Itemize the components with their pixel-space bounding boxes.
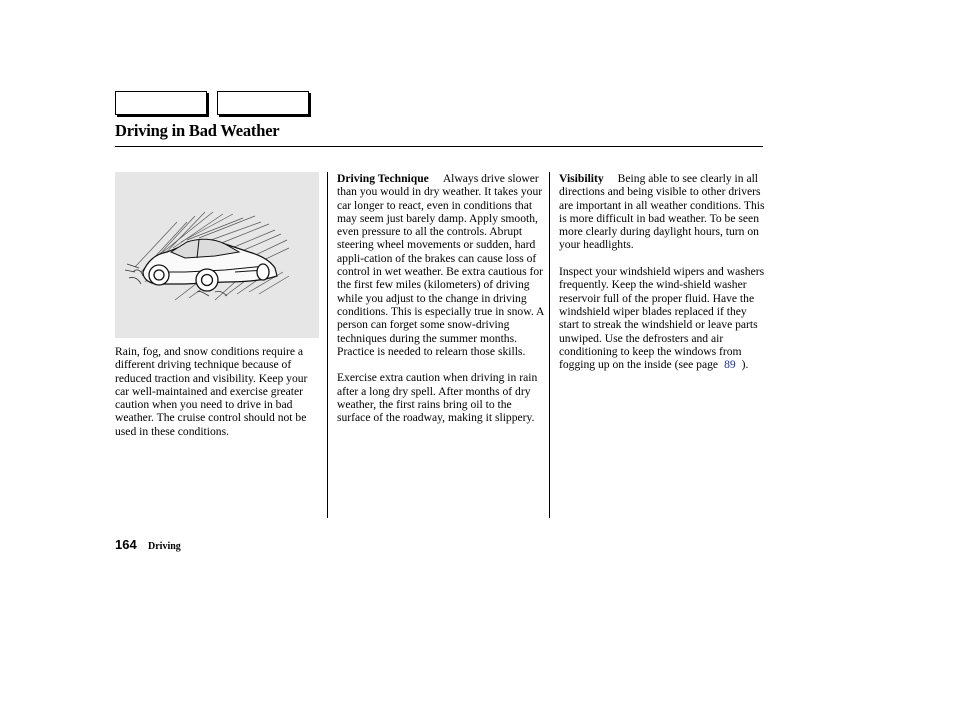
driving-technique-column [337, 172, 545, 438]
driving-technique-text: Always drive slower than you would in dry weather. It takes your car longer to react, even in conditions that may seem just barely damp. Apply smooth, even pressure to all the controls. Abrupt steering wheel movements or sudden, hard appli-cation of the brakes can cause loss of control in wet weather. Be extra cautious for the first few miles (kilometers) of driving while you adjust to the change in driving conditions. This is especially true in snow. A person can forget some snow-driving techniques during the summer months. Practice is needed to relearn those skills. [337, 172, 544, 358]
column-divider [549, 172, 550, 518]
car-in-rain-illustration [115, 172, 319, 338]
wipers-text: Inspect your windshield wipers and washers frequently. Keep the wind-shield washer reservoir full of the proper fluid. Have the windshield wiper blades replaced if they start to streak the windshield or leave parts unwiped. Use the defrosters and air conditioning to keep the windows from fogging up on the inside (see page [559, 265, 765, 372]
visibility-text: Being able to see clearly in all directions and being visible to other drivers are important in all weather conditions. This is more difficult in bad weather. To be seen more clearly during daylight hours, turn on your headlights. [559, 172, 765, 252]
visibility-paragraph [559, 172, 765, 252]
car-in-rain-icon [115, 172, 319, 338]
driving-technique-paragraph [337, 172, 545, 358]
next-page-button[interactable] [217, 91, 309, 115]
dry-spell-paragraph: Exercise extra caution when driving in rain after a long dry spell. After months of dry weather, the first rains bring oil to the surface of the roadway, making it slippery. [337, 371, 538, 425]
visibility-heading: Visibility [559, 172, 604, 185]
intro-paragraph: Rain, fog, and snow conditions require a different driving technique because of reduced traction and visibility. Keep your car well-maintained and exercise greater caution when you need to drive in bad weather. The cruise control should not be used in these conditions. [115, 345, 308, 438]
previous-page-button[interactable] [115, 91, 207, 115]
wipers-paragraph [559, 265, 765, 371]
section-name: Driving [148, 541, 181, 552]
column-divider [327, 172, 328, 518]
page-link[interactable]: 89 [724, 358, 736, 372]
intro-column [115, 345, 321, 451]
page-title: Driving in Bad Weather [115, 121, 280, 140]
title-divider [115, 146, 763, 147]
page-number: 164 [115, 537, 137, 552]
wipers-text-end: ). [741, 358, 749, 372]
visibility-column [559, 172, 765, 385]
driving-technique-heading: Driving Technique [337, 172, 429, 185]
